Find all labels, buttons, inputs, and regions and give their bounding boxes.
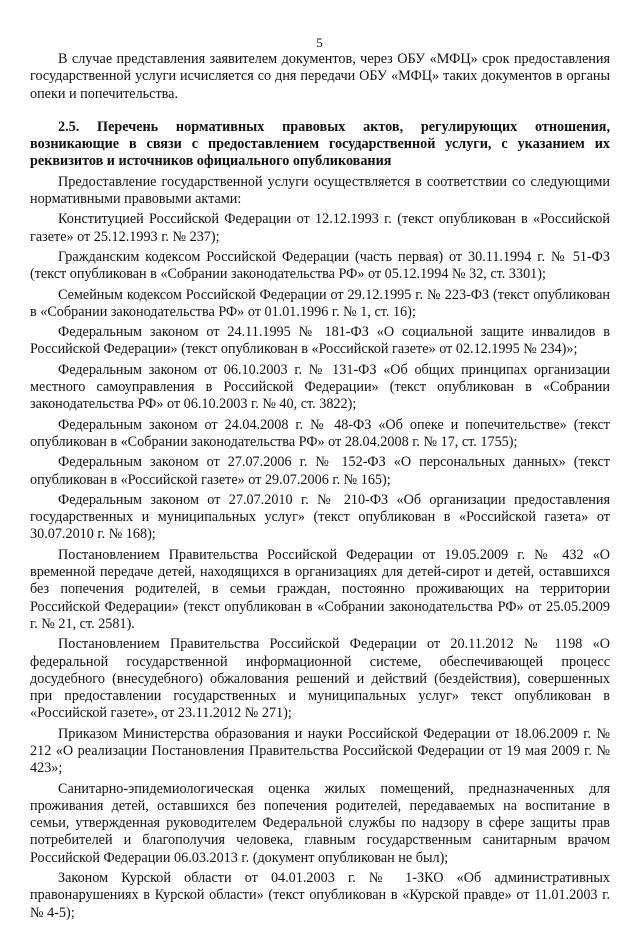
paragraph: Федеральным законом от 27.07.2006 г. № 152-ФЗ «О персональных данных» (текст опубликован в «Российской газете» от 29.07.2006 г. № 165); [30, 454, 610, 488]
paragraph-gap [30, 103, 610, 119]
intro-paragraph: В случае представления заявителем документов, через ОБУ «МФЦ» срок предоставления государственной услуги исчисляется со дня передачи ОБУ «МФЦ» таких документов в органы опеки и попечительства. [30, 51, 610, 102]
paragraph: Семейным кодексом Российской Федерации от 29.12.1995 г. № 223-ФЗ (текст опубликован в «Собрании законодательства РФ» от 01.01.1996 г. № 1, ст. 16); [30, 286, 610, 320]
paragraph: Федеральным законом от 06.10.2003 г. № 131-ФЗ «Об общих принципах организации местного самоуправления в Российской Федерации» (текст опубликован в «Собрании законодательства РФ» от 06.10.2003 г. № 40, ст. 3822); [30, 361, 610, 413]
paragraph: Федеральным законом от 24.04.2008 г. № 48-ФЗ «Об опеке и попечительстве» (текст опубликован в «Собрании законодательства РФ» от 28.04.2008 г. № 17, ст. 1755); [30, 416, 610, 450]
paragraph: Федеральным законом от 24.11.1995 № 181-ФЗ «О социальной защите инвалидов в Российской Федерации» (текст опубликован в «Российской газете» от 02.12.1995 № 234)»; [30, 324, 610, 358]
section-heading: 2.5. Перечень нормативных правовых актов, регулирующих отношения, возникающие в связи с предоставлением государственной услуги, с указанием их реквизитов и источников официального опубликования [30, 118, 610, 170]
paragraph: Федеральным законом от 27.07.2010 г. № 210-ФЗ «Об организации предоставления государственных и муниципальных услуг» (текст опубликован в «Российской газета» от 30.07.2010 г. № 168); [30, 491, 610, 543]
paragraph: Санитарно-эпидемиологическая оценка жилых помещений, предназначенных для проживания детей, оставшихся без попечения родителей, передаваемых на воспитание в семьи, утвержденная руководителем Федеральной службы по надзору в сфере защиты прав потребителей и благополучия человека, главным государственным санитарным врачом Российской Федерации 06.03.2013 г. (документ опубликован не был); [30, 780, 610, 866]
paragraph: Законом Курской области от 04.01.2003 г. № 1-ЗКО «Об административных правонарушениях в Курской области» (текст опубликован в «Курской правде» от 11.01.2003 г. № 4-5); [30, 870, 610, 921]
paragraph: Постановлением Правительства Российской Федерации от 19.05.2009 г. № 432 «О временной передаче детей, находящихся в организациях для детей-сирот и детей, оставшихся без попечения родителей, в семьи граждан, постоянно проживающих на территории Российской Федерации» (текст опубликован в «Собрании законодательства РФ» от 25.05.2009 г. № 21, ст. 2581). [30, 546, 610, 632]
page-number: 5 [316, 35, 323, 50]
paragraph: Приказом Министерства образования и науки Российской Федерации от 18.06.2009 г. № 212 «О реализации Постановления Правительства Российской Федерации от 19 мая 2009 г. № 423»; [30, 725, 610, 777]
paragraph: Предоставление государственной услуги осуществляется в соответствии со следующими нормативными правовыми актами: [30, 173, 610, 208]
paragraph: Конституцией Российской Федерации от 12.12.1993 г. (текст опубликован в «Российской газете» от 25.12.1993 г. № 237); [30, 211, 610, 245]
paragraph: Гражданским кодексом Российской Федерации (часть первая) от 30.11.1994 г. № 51-ФЗ (текст опубликован в «Собрании законодательства РФ» от 05.12.1994 № 32, ст. 3301); [30, 248, 610, 283]
paragraph: Постановлением Правительства Российской Федерации от 20.11.2012 № 1198 «О федеральной государственной информационной системе, обеспечивающей процесс досудебного (внесудебного) обжалования решений и действий (бездействия), совершенных при предоставлении государственных и муниципальных услуг» текст опубликован в «Российской газете», от 23.11.2012 № 271); [30, 636, 610, 722]
document-body [30, 51, 610, 925]
